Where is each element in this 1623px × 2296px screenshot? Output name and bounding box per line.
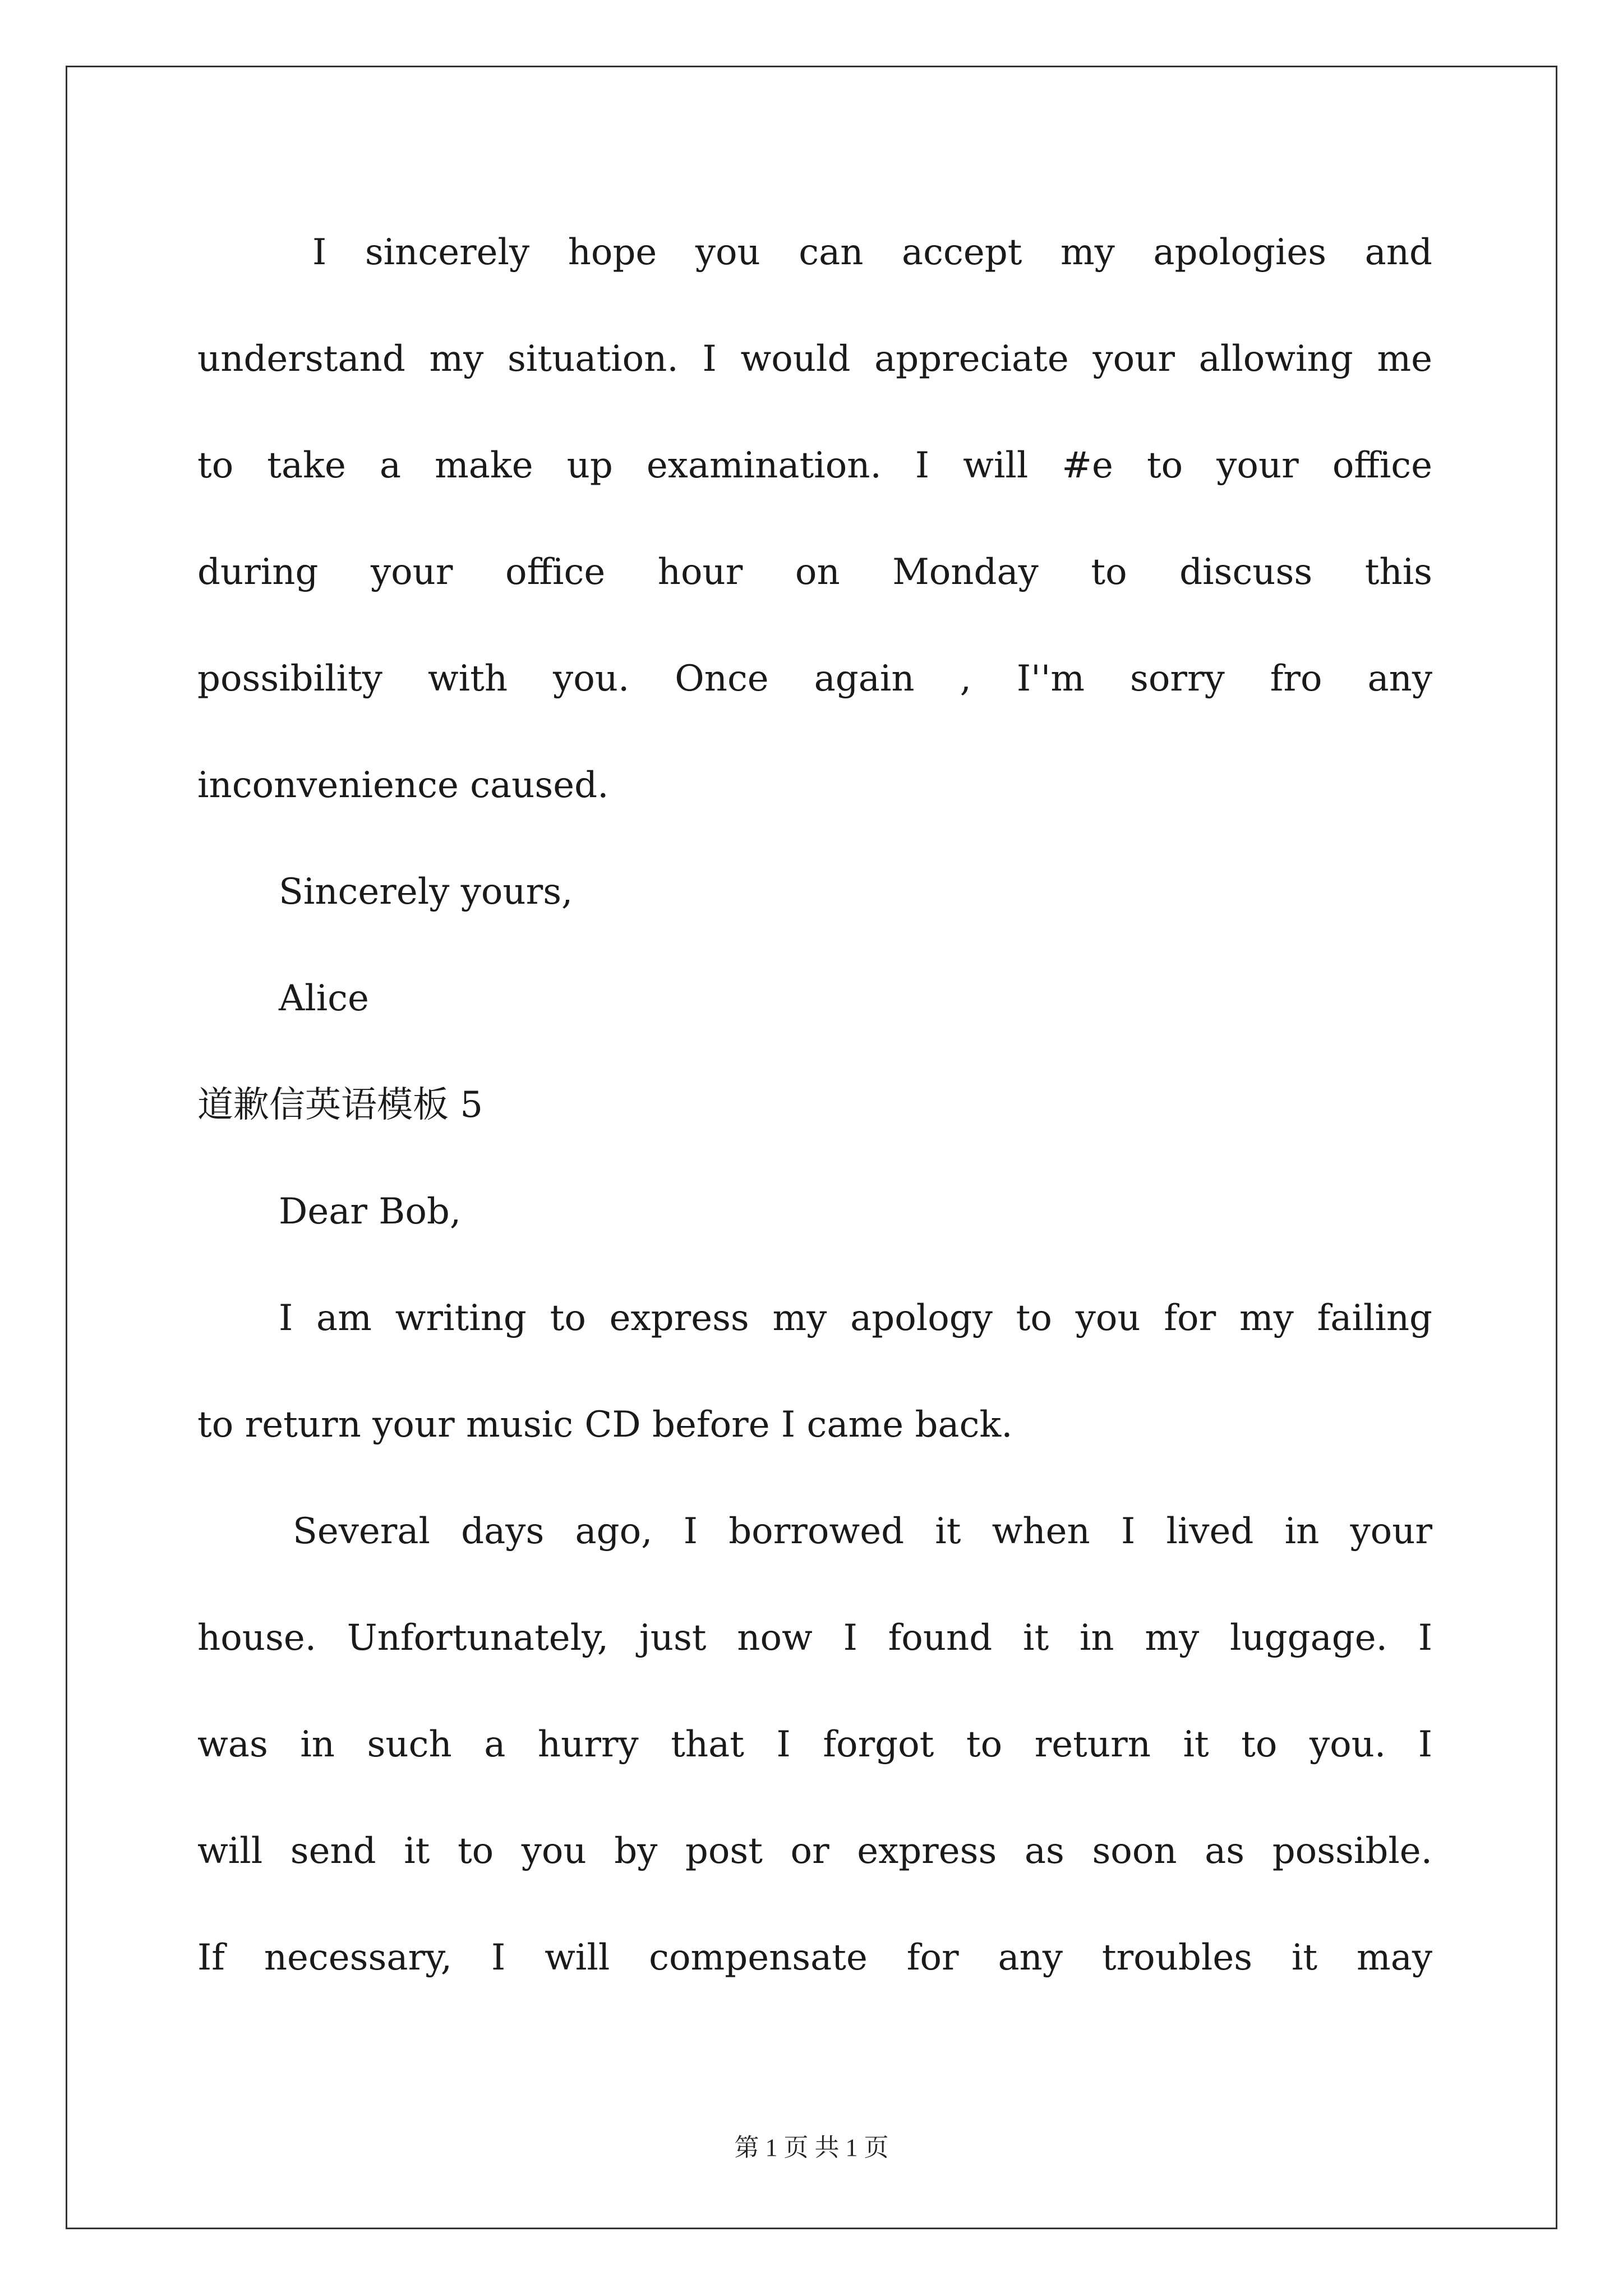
paragraph-line: was in such a hurry that I forgot to return it to you. I xyxy=(197,1724,1432,1765)
paragraph-line: to return your music CD before I came back. xyxy=(197,1404,1013,1446)
paragraph-line: Several days ago, I borrowed it when I lived in your xyxy=(293,1511,1432,1552)
paragraph-line: I sincerely hope you can accept my apologies and xyxy=(312,232,1432,273)
closing-line: Sincerely yours, xyxy=(279,871,573,913)
page-number-footer: 第 1 页 共 1 页 xyxy=(734,2134,889,2161)
paragraph-line: house. Unfortunately, just now I found it in my luggage. I xyxy=(197,1617,1432,1659)
signature-line: Alice xyxy=(279,978,369,1019)
paragraph-line: will send it to you by post or express as soon as possible. xyxy=(197,1830,1432,1872)
paragraph-line: If necessary, I will compensate for any troubles it may xyxy=(197,1937,1432,1978)
paragraph-line: understand my situation. I would appreciate your allowing me xyxy=(197,338,1432,380)
paragraph-line: to take a make up examination. I will #e to your office xyxy=(197,445,1432,486)
salutation-line: Dear Bob, xyxy=(279,1191,462,1232)
paragraph-line: I am writing to express my apology to you for my failing xyxy=(279,1297,1432,1339)
page-border xyxy=(66,66,1557,2229)
paragraph-line: possibility with you. Once again , I''m sorry fro any xyxy=(197,658,1432,700)
paragraph-line: inconvenience caused. xyxy=(197,765,609,806)
paragraph-line: during your office hour on Monday to discuss this xyxy=(197,551,1432,593)
section-heading: 道歉信英语模板 5 xyxy=(197,1084,483,1126)
